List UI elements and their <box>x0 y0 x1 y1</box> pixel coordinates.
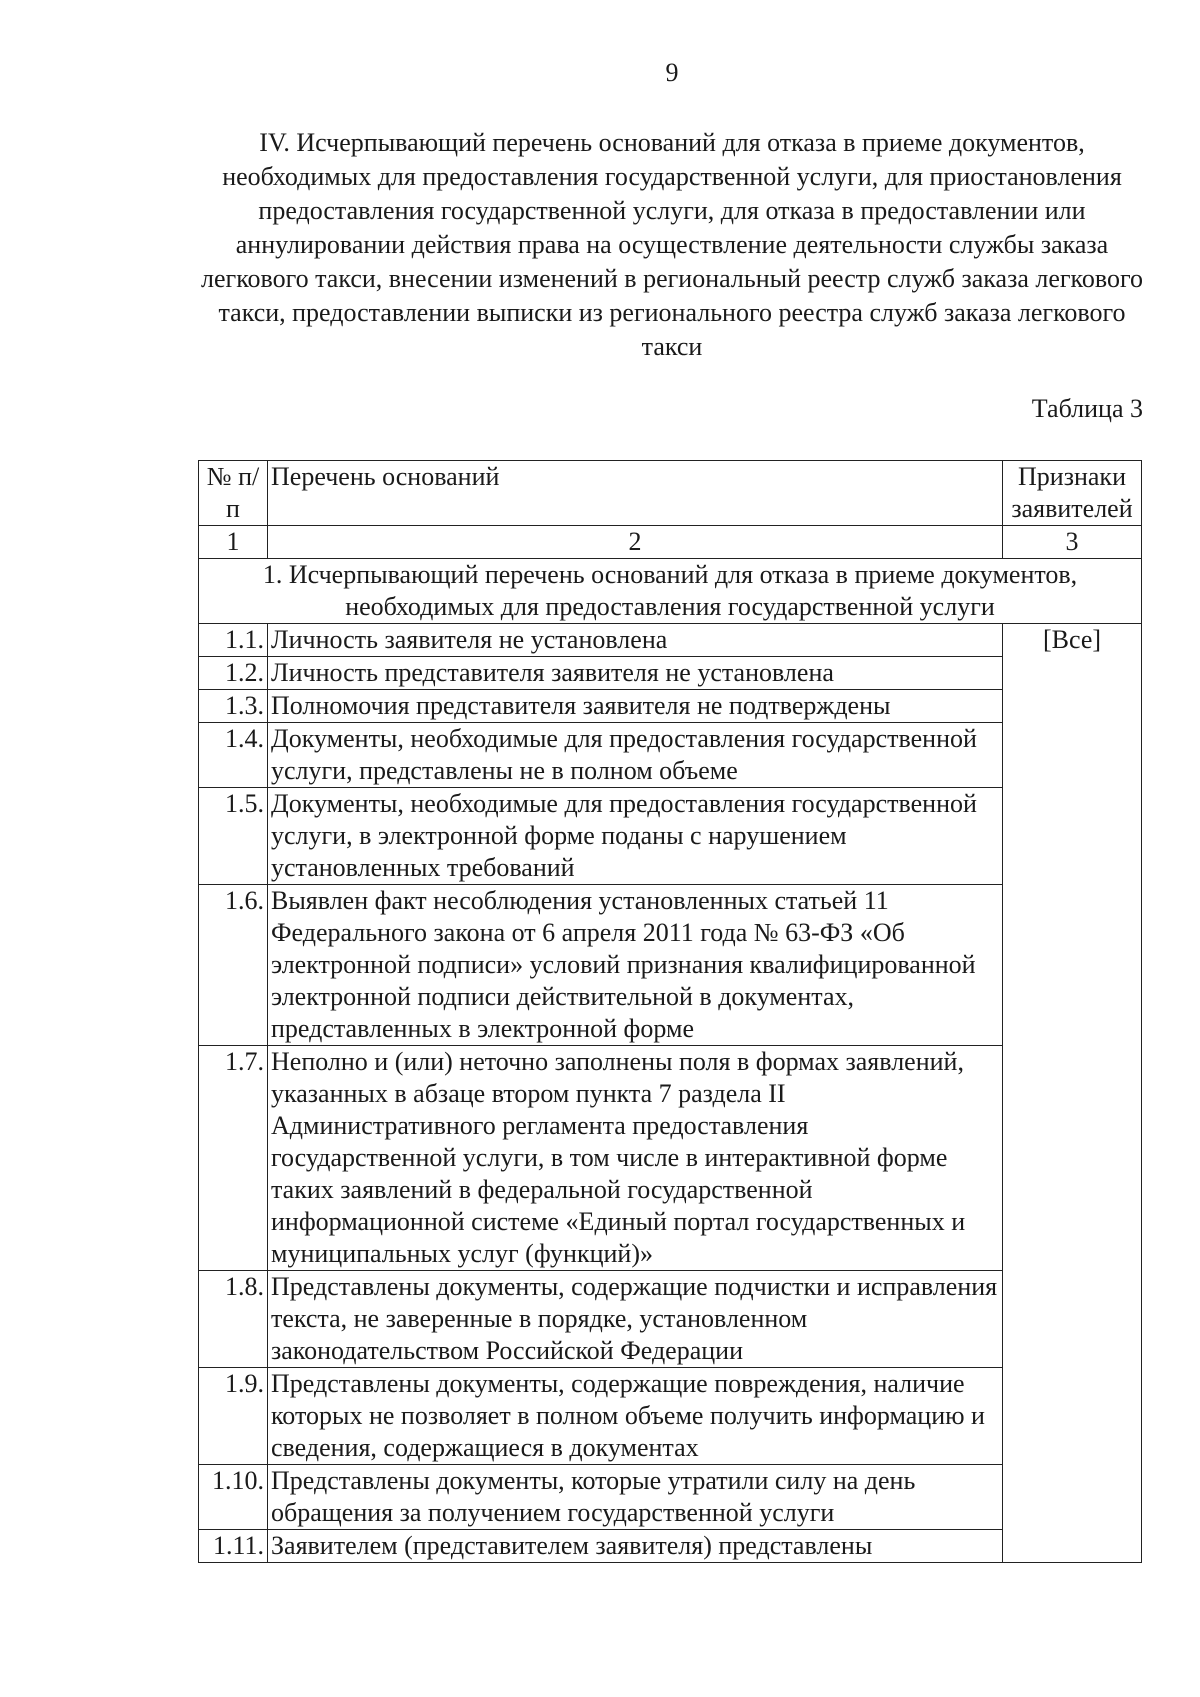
row-num: 1.7. <box>199 1046 268 1271</box>
section-heading: 1. Исчерпывающий перечень оснований для отказа в приеме документов, необходимых для предоставления государственной услуги <box>199 559 1142 624</box>
table-row <box>199 1368 1142 1465</box>
row-num: 1.8. <box>199 1271 268 1368</box>
row-text: Личность представителя заявителя не установлена <box>268 657 1003 690</box>
table-row <box>199 1271 1142 1368</box>
table-row <box>199 1530 1142 1563</box>
row-num: 1.9. <box>199 1368 268 1465</box>
row-text: Представлены документы, содержащие подчистки и исправления текста, не заверенные в порядке, установленном законодательством Российской Федерации <box>268 1271 1003 1368</box>
row-text: Документы, необходимые для предоставления государственной услуги, в электронной форме поданы с нарушением установленных требований <box>268 788 1003 885</box>
table-row <box>199 885 1142 1046</box>
row-text: Представлены документы, содержащие повреждения, наличие которых не позволяет в полном объеме получить информацию и сведения, содержащиеся в документах <box>268 1368 1003 1465</box>
table-row <box>199 1465 1142 1530</box>
page-number: 9 <box>665 58 679 87</box>
row-num: 1.6. <box>199 885 268 1046</box>
section-title: IV. Исчерпывающий перечень оснований для отказа в приеме документов, необходимых для предоставления государственной услуги, для приостановления предоставления государственной услуги, для отказа в предоставлении или аннулировании действия права на осуществление деятельности службы заказа легкового такси, внесении изменений в региональный реестр служб заказа легкового такси, предоставлении выписки из регионального реестра служб заказа легкового такси <box>201 128 1143 361</box>
table-row <box>199 624 1142 657</box>
row-text: Полномочия представителя заявителя не подтверждены <box>268 690 1003 723</box>
section-heading-row <box>199 559 1142 624</box>
table-row <box>199 723 1142 788</box>
column-index-2: 2 <box>268 526 1003 559</box>
column-index-3: 3 <box>1003 526 1142 559</box>
grounds-table <box>198 460 1142 1563</box>
row-text: Документы, необходимые для предоставления государственной услуги, представлены не в полном объеме <box>268 723 1003 788</box>
row-num: 1.3. <box>199 690 268 723</box>
table-row <box>199 690 1142 723</box>
row-num: 1.1. <box>199 624 268 657</box>
column-index-row <box>199 526 1142 559</box>
row-text: Представлены документы, которые утратили силу на день обращения за получением государственной услуги <box>268 1465 1003 1530</box>
table-header-row <box>199 461 1142 526</box>
row-num: 1.4. <box>199 723 268 788</box>
row-text: Неполно и (или) неточно заполнены поля в формах заявлений, указанных в абзаце втором пункта 7 раздела II Административного регламента предоставления государственной услуги, в том числе в интерактивной форме таких заявлений в федеральной государственной информационной системе «Единый портал государственных и муниципальных услуг (функций)» <box>268 1046 1003 1271</box>
header-num: № п/п <box>199 461 268 526</box>
table-row <box>199 657 1142 690</box>
table-row <box>199 1046 1142 1271</box>
row-text: Выявлен факт несоблюдения установленных статьей 11 Федерального закона от 6 апреля 2011 года № 63-ФЗ «Об электронной подписи» условий признания квалифицированной электронной подписи действительной в документах, представленных в электронной форме <box>268 885 1003 1046</box>
row-text: Заявителем (представителем заявителя) представлены <box>268 1530 1003 1563</box>
table-row <box>199 788 1142 885</box>
applicant-sign-all: [Все] <box>1003 624 1142 1563</box>
table-caption: Таблица 3 <box>1031 394 1143 423</box>
row-num: 1.2. <box>199 657 268 690</box>
header-sign: Признаки заявителей <box>1003 461 1142 526</box>
row-num: 1.10. <box>199 1465 268 1530</box>
row-num: 1.5. <box>199 788 268 885</box>
row-num: 1.11. <box>199 1530 268 1563</box>
header-list: Перечень оснований <box>268 461 1003 526</box>
row-text: Личность заявителя не установлена <box>268 624 1003 657</box>
column-index-1: 1 <box>199 526 268 559</box>
